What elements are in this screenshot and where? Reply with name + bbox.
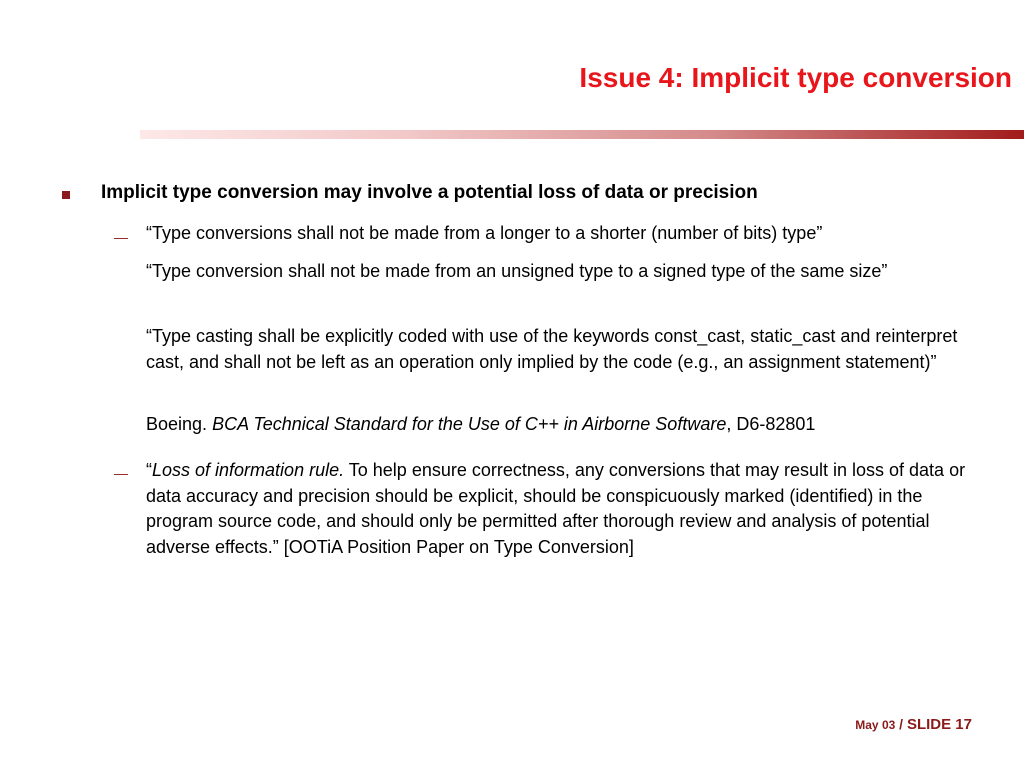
source-suffix: , D6-82801 [726,414,816,434]
loss-of-information-rule [146,458,976,560]
square-bullet-icon [62,191,70,199]
title-underline-rule [140,130,1024,139]
rule-text: To help ensure correctness, any conversions that may result in loss of data or data accuracy and precision should be explicit, should be conspicuously marked (identified) in the program source code, and should only be permitted after thorough review and analysis of potential adverse effects.” [OOTiA Position Paper on Type Conversion] [146,460,966,557]
footer-separator: / [895,716,907,732]
quote-type-conversions: “Type conversions shall not be made from a longer to a shorter (number of bits) type” [146,223,823,243]
slide-footer [855,716,972,734]
source-prefix: Boeing. [146,414,213,434]
quote-type-casting: “Type casting shall be explicitly coded with use of the keywords const_cast, static_cast and reinterpret cast, and shall not be left as an operation only implied by the code (e.g., an assignment statement)” [146,326,958,372]
dash-bullet-icon: — [114,229,128,245]
quote-unsigned-signed: “Type conversion shall not be made from an unsigned type to a signed type of the same size” [146,261,888,281]
slide-number: SLIDE 17 [906,716,972,733]
source-title: BCA Technical Standard for the Use of C++ in Airborne Software [212,414,727,434]
footer-date: May 03 [855,718,896,732]
rule-name: Loss of information rule. [152,460,345,480]
source-citation [146,412,976,438]
main-bullet-text: Implicit type conversion may involve a potential loss of data or precision [101,182,758,203]
dash-bullet-icon: — [114,465,128,481]
open-quote: “ [146,460,152,480]
slide-title: Issue 4: Implicit type conversion [579,62,1012,93]
